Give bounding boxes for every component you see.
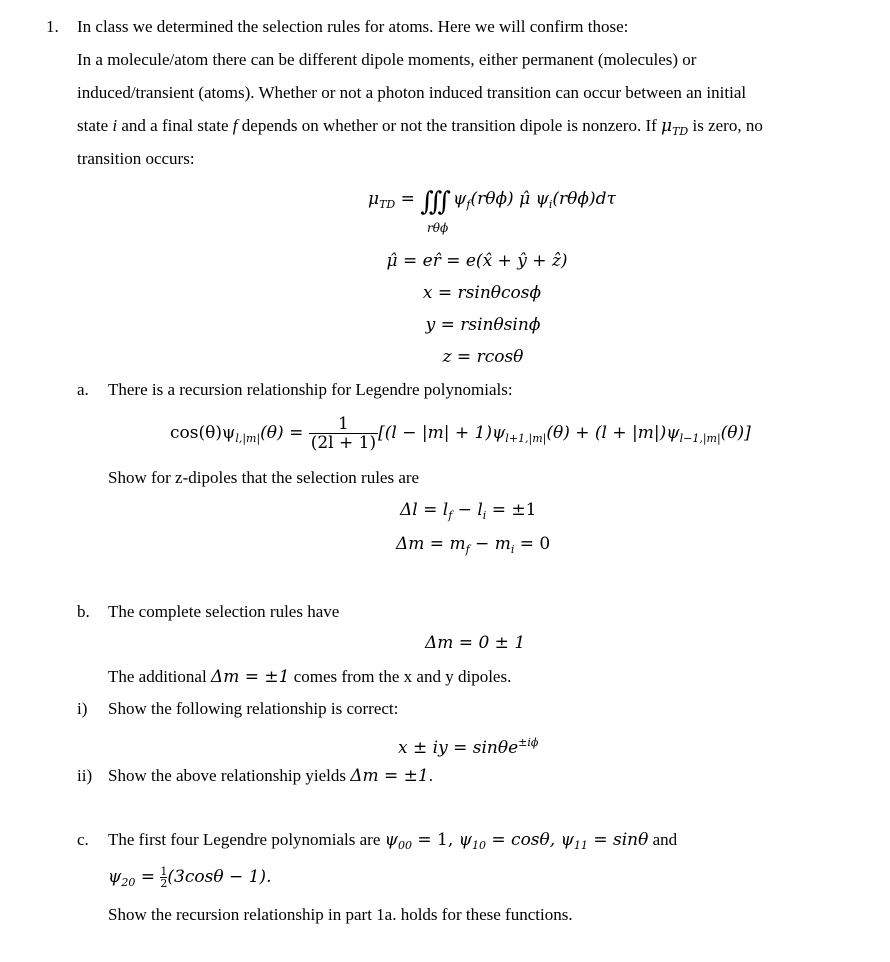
intro-line-4 <box>77 115 763 143</box>
y-equation: y = rsinθsinϕ <box>425 315 541 335</box>
part-c-show-text: Show the recursion relationship in part 1a. holds for these functions. <box>108 905 573 924</box>
legendre-psi-20: $\psi_{20}$ = $\frac{1}{2}$ (3cosθ − 1). <box>108 865 272 890</box>
transition-dipole-equation: $\mu_{TD}$ = ∭ $\psi_f(r\theta\phi)$ μ̂ $\psi_i(r\theta\phi)d\tau$ <box>368 187 616 217</box>
intro-text: depends on whether or not the transition dipole is nonzero. If <box>237 116 662 135</box>
part-b-i-text: Show the following relationship is correct: <box>108 699 399 718</box>
x-equation: x = rsinθcosϕ <box>422 283 542 303</box>
delta-l-rule: $\Delta l = l_f - l_i = \pm 1$ <box>400 500 537 522</box>
part-c-label: c. <box>77 830 89 849</box>
delta-m-inline: Δm = ±1 <box>210 667 290 687</box>
transition-dipole-symbol: $\mu_{TD}$ <box>661 116 689 138</box>
intro-line-5: transition occurs: <box>77 149 195 168</box>
final-state-symbol: f <box>232 116 238 135</box>
triple-integral-symbol: ∭ <box>420 187 444 217</box>
part-b-ii-text: Show the above relationship yields Δm = ±1. <box>108 766 433 786</box>
part-c-text: The first four Legendre polynomials are $\psi_{00} = 1$, $\psi_{10} = \cos\theta$, $\psi_{11} = \sin\theta$ and <box>108 830 678 852</box>
intro-line-1: In class we determined the selection rules for atoms. Here we will confirm those: <box>77 17 629 36</box>
legendre-psi-00: $\psi_{00} = 1$, <box>384 830 459 852</box>
intro-line-3: induced/transient (atoms). Whether or not a photon induced transition can occur between an initial <box>77 83 747 102</box>
recursion-fraction: $\frac{1}{(2l + 1)}$ <box>310 414 377 453</box>
part-b-ii-label: ii) <box>77 766 93 785</box>
delta-m-inline: Δm = ±1 <box>350 766 429 786</box>
half-fraction: $\frac{1}{2}$ <box>160 865 168 890</box>
x-plus-iy-equation: x ± iy = sinθe$^{\pm i\phi}$ <box>398 736 539 758</box>
integral-limits: rθϕ <box>427 221 449 235</box>
part-b-label: b. <box>77 602 90 621</box>
part-a-text: There is a recursion relationship for Legendre polynomials: <box>108 380 513 399</box>
legendre-psi-10: $\psi_{10} = \cos\theta$, <box>458 830 561 852</box>
recursion-equation: $\cos(\theta)\psi_{l,|m|}(\theta)$ = $\frac{1}{(2l + 1)}$ $[(l - |m| + 1)\psi_{l+1,|m|}(\theta) + (l + |m|)\psi_{l-1,|m|}(\theta)]$ <box>170 414 751 453</box>
part-b-text: The complete selection rules have <box>108 602 340 621</box>
additional-text: The additional Δm = ±1 comes from the x and y dipoles. <box>108 667 512 687</box>
intro-text: is zero, no <box>688 116 763 135</box>
legendre-psi-11: $\psi_{11} = \sin\theta$ <box>560 830 649 852</box>
initial-state-symbol: i <box>112 116 118 135</box>
intro-text: and a final state <box>117 116 233 135</box>
mu-td: $\mu_{TD}$ <box>368 189 396 211</box>
part-a-label: a. <box>77 380 89 399</box>
part-a-show-text: Show for z-dipoles that the selection rules are <box>108 468 420 487</box>
part-b-i-label: i) <box>77 699 88 718</box>
intro-text: state <box>77 116 113 135</box>
integrand: $\psi_f(r\theta\phi)$ μ̂ $\psi_i(r\theta\phi)d\tau$ <box>453 189 616 211</box>
intro-line-2: In a molecule/atom there can be different dipole moments, either permanent (molecules) or <box>77 50 697 69</box>
problem-number: 1. <box>46 17 59 36</box>
delta-m-rule: $\Delta m = m_f - m_i = 0$ <box>396 534 551 556</box>
z-equation: z = rcosθ <box>442 347 524 367</box>
complete-delta-m-rule: Δm = 0 ± 1 <box>425 633 526 653</box>
mu-hat-equation: μ̂ = er̂ = e(x̂ + ŷ + ẑ) <box>386 251 568 271</box>
